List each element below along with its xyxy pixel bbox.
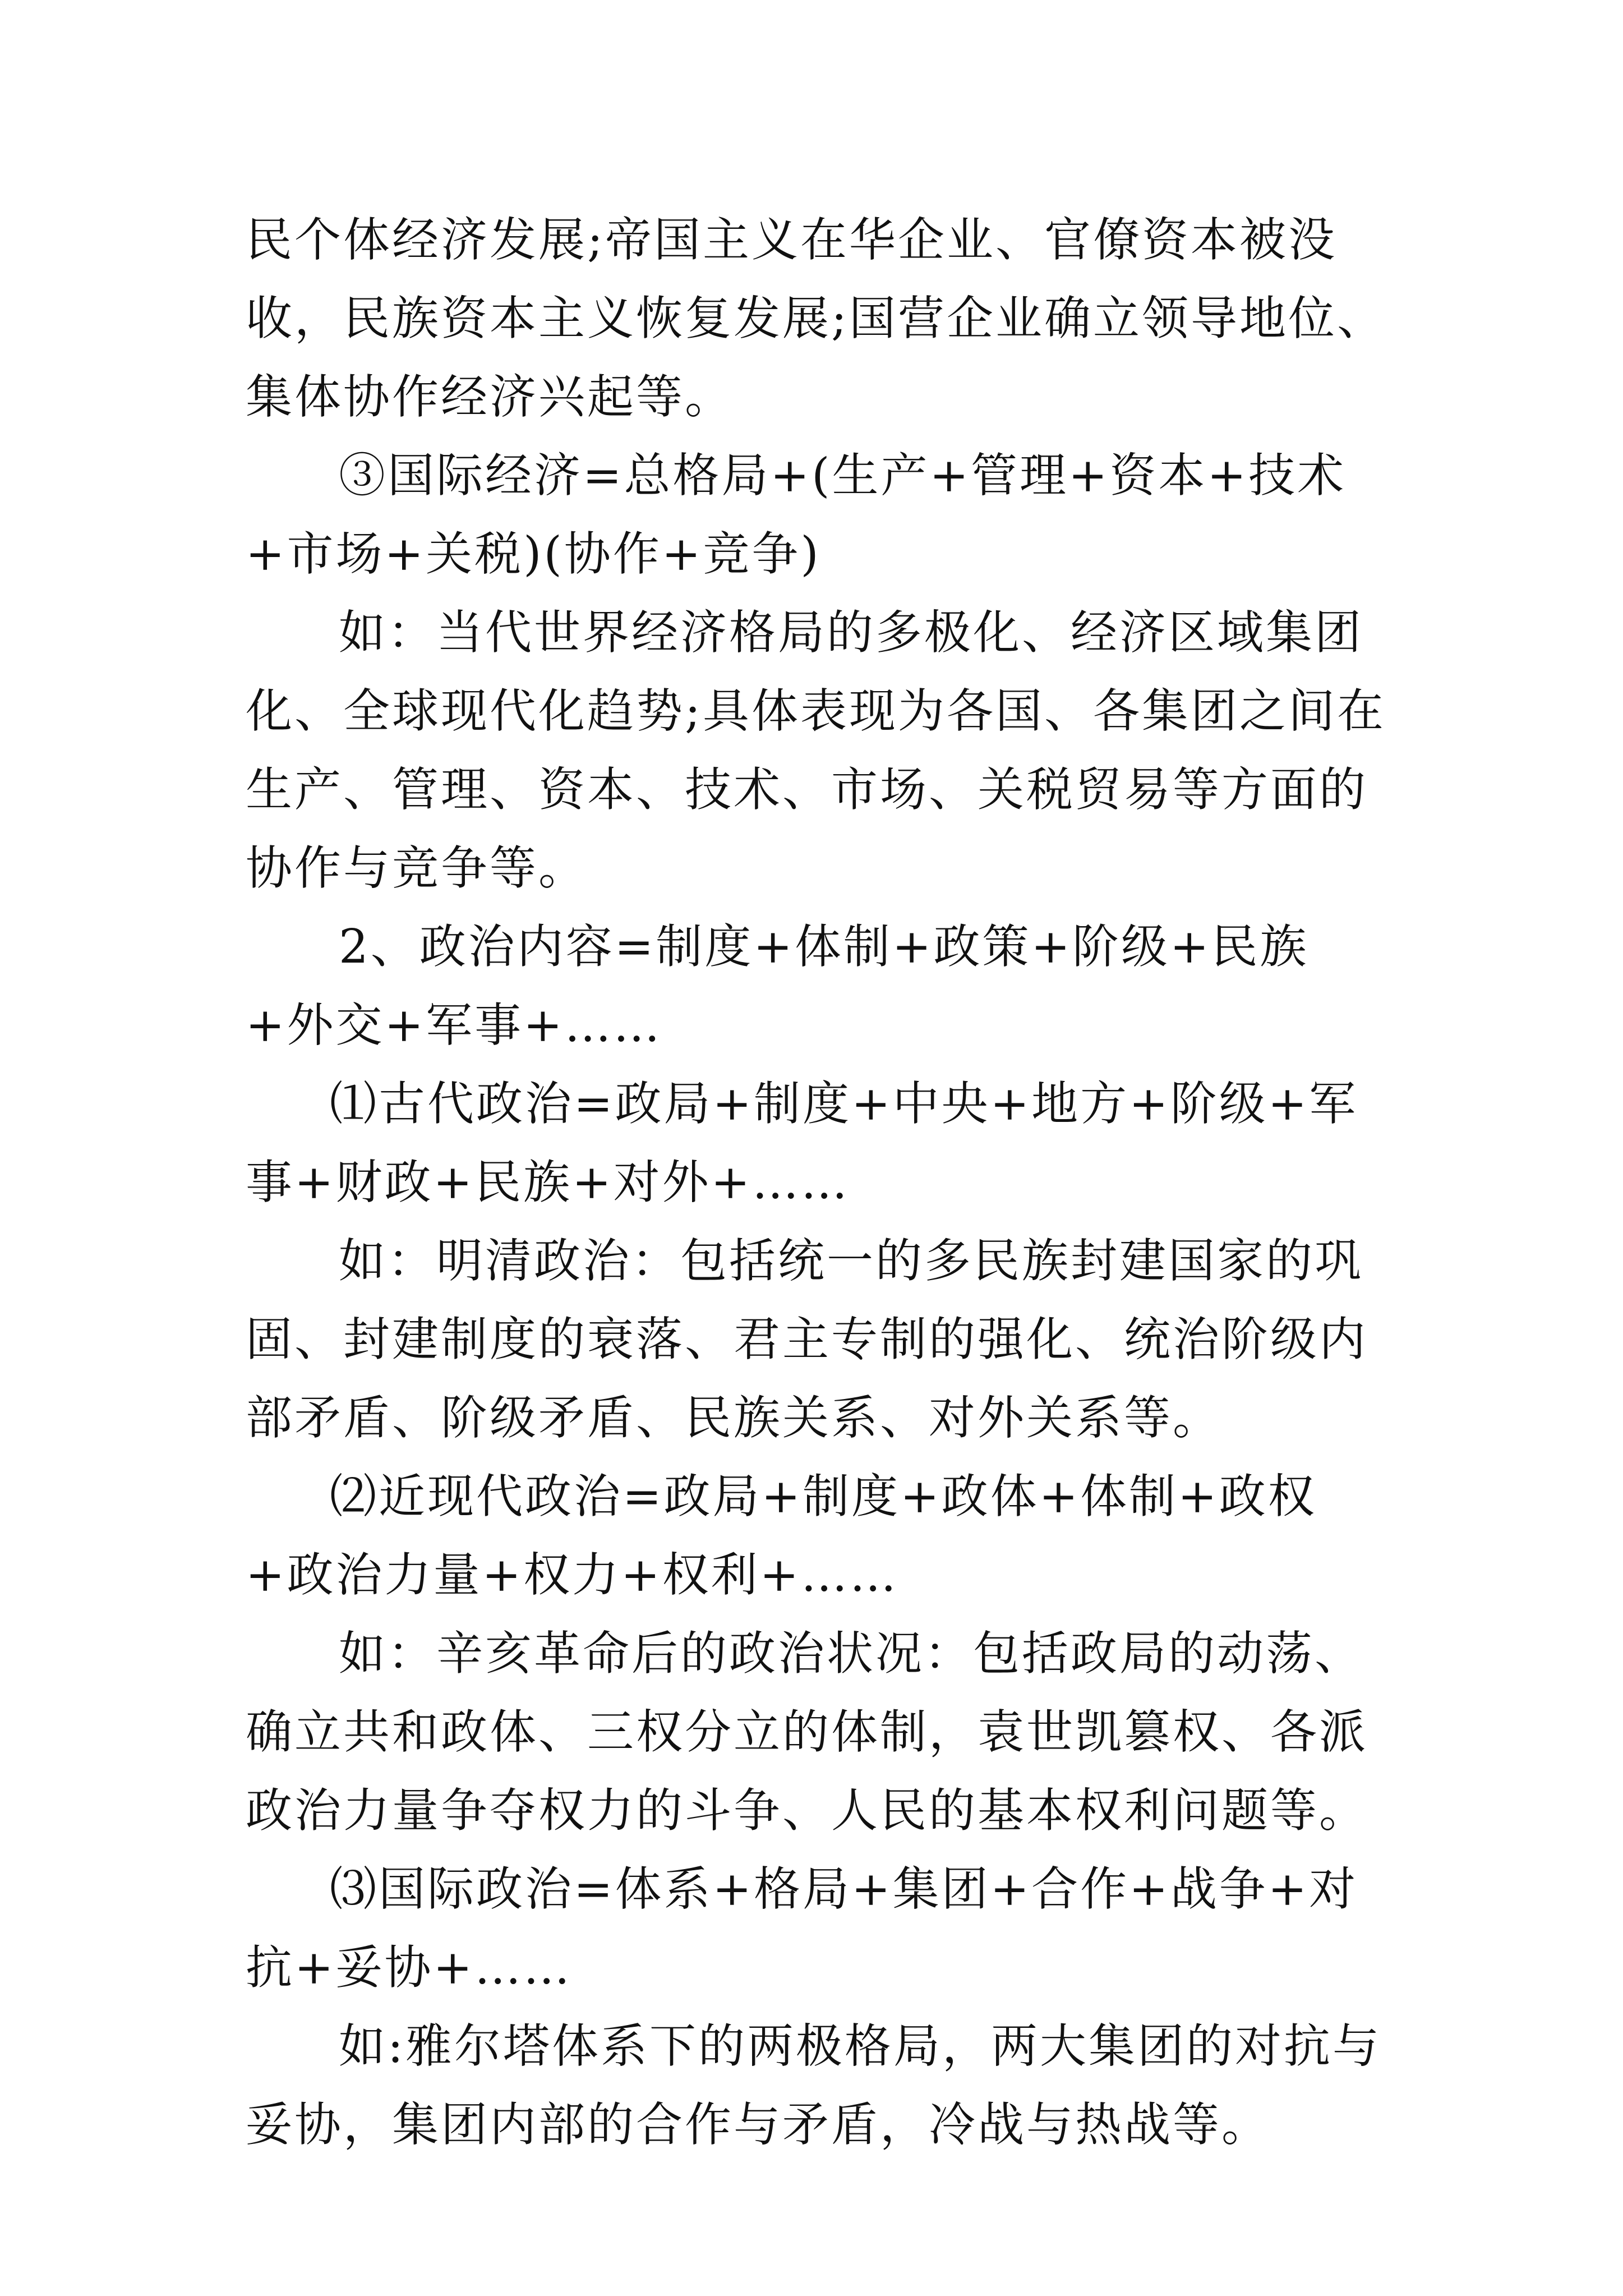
paragraph-international-politics-example: 如:雅尔塔体系下的两极格局，两大集团的对抗与妥协，集团内部的合作与矛盾，冷战与热战等。 [246, 2019, 1381, 2152]
paragraph-international-politics: ⑶国际政治=体系+格局+集团+合作+战争+对抗+妥协+…… [246, 1862, 1358, 1995]
paragraph-ancient-politics-example: 如：明清政治：包括统一的多民族封建国家的巩固、封建制度的衰落、君主专制的强化、统治阶级内部矛盾、阶级矛盾、民族关系、对外关系等。 [246, 1234, 1368, 1445]
paragraph-international-economy: ③国际经济=总格局+(生产+管理+资本+技术+市场+关税)(协作+竞争) [246, 448, 1347, 581]
paragraph-modern-politics-example: 如：辛亥革命后的政治状况：包括政局的动荡、确立共和政体、三权分立的体制，袁世凯篡权、各派政治力量争夺权力的斗争、人民的基本权利问题等。 [246, 1626, 1368, 1838]
document-body [246, 201, 1390, 2164]
paragraph-international-economy-example: 如：当代世界经济格局的多极化、经济区域集团化、全球现代化趋势;具体表现为各国、各集团之间在生产、管理、资本、技术、市场、关税贸易等方面的协作与竞争等。 [246, 605, 1386, 895]
paragraph-political-content: 2、政治内容=制度+体制+政策+阶级+民族+外交+军事+…… [246, 919, 1309, 1052]
paragraph-ancient-politics: ⑴古代政治=政局+制度+中央+地方+阶级+军事+财政+民族+对外+…… [246, 1076, 1358, 1209]
paragraph-economy-continued: 民个体经济发展;帝国主义在华企业、官僚资本被没收，民族资本主义恢复发展;国营企业确立领导地位、集体协作经济兴起等。 [246, 213, 1386, 424]
paragraph-modern-politics: ⑵近现代政治=政局+制度+政体+体制+政权+政治力量+权力+权利+…… [246, 1469, 1317, 1602]
